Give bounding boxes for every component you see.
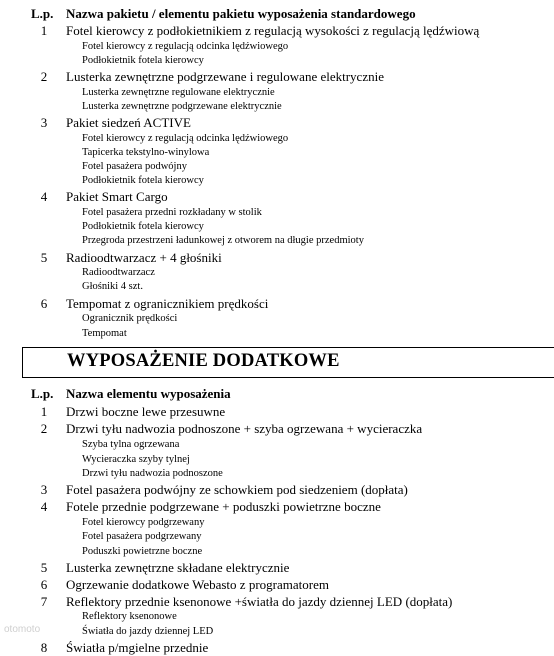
additional-item-2-sub-3: Drzwi tyłu nadwozia podnoszone [82, 468, 223, 479]
package-name-header: Nazwa pakietu / elementu pakietu wyposażenia standardowego [66, 6, 416, 21]
additional-item-2-sub-1: Szyba tylna ogrzewana [82, 439, 180, 450]
standard-item-4-sub-3: Przegroda przestrzeni ładunkowej z otworem na długie przedmioty [82, 235, 364, 246]
additional-item-4-sub-3: Poduszki powietrzne boczne [82, 546, 203, 557]
additional-item-2-sub-2: Wycieraczka szyby tylnej [82, 454, 190, 465]
section-title: WYPOSAŻENIE DODATKOWE [67, 351, 340, 371]
standard-item-5-sub-2: Głośniki 4 szt. [82, 281, 143, 292]
standard-item-1-sub-1: Fotel kierowcy z regulacją odcinka lędźwiowego [82, 41, 289, 52]
standard-item-3-sub-2: Tapicerka tekstylno-winylowa [82, 147, 210, 158]
document-page: L.p. Nazwa pakietu / elementu pakietu wyposażenia standardowego 1 Fotel kierowcy z podłokietnikiem z regulacją wysokości z regulacją lędźwiową Fotel kierowcy z regulacją odcinka lędźwiowego Podłokietnik fotela kierowcy 2 Lusterka zewnętrzne podgrzewane i regulowane elektrycznie Lusterka zewnętrzne regulowane elektrycznie Lusterka zewnętrzne podgrzewane elektrycznie 3 Pakiet siedzeń ACTIVE Fotel kierowcy z regulacją odcinka lędźwiowego Tapicerka tekstylno-winylowa Fotel pasażera podwójny Podłokietnik fotela kierowcy 4 Pakiet Smart Cargo Fotel pasażera przedni rozkładany w stolik Podłokietnik fotela kierowcy Przegroda przestrzeni ładunkowej z otworem na długie przedmioty 5 Radioodtwarzacz + 4 głośniki Radioodtwarzacz Głośniki 4 szt. 6 Tempomat z ogranicznikiem prędkości Ogranicznik prędkości Tempomat WYPOSAŻENIE DODATKOWE L.p. Nazwa elementu wyposażenia 1 Drzwi boczne lewe przesuwne 2 Drzwi tyłu nadwozia podnoszone + szyba ogrzewana + wycieraczka Szyba tylna ogrzewana Wycieraczka szyby tylnej Drzwi tyłu nadwozia podnoszone 3 Fotel pasażera podwójny ze schowkiem pod siedzeniem (dopłata) 4 Fotele przednie podgrzewane + poduszki powietrzne boczne Fotel kierowcy podgrzewany Fotel pasażera podgrzewany Poduszki powietrzne boczne 5 Lusterka zewnętrzne składane elektrycznie 6 Ogrzewanie dodatkowe Webasto z programatorem 7 Reflektory przednie ksenonowe +światła do jazdy dziennej LED (dopłata) Reflektory ksenonowe Światła do jazdy dziennej LED 8 Światła p/mgielne przednie otomoto [0, 0, 554, 654]
standard-item-5-sub-1: Radioodtwarzacz [82, 267, 155, 278]
additional-item-4-sub-1: Fotel kierowcy podgrzewany [82, 517, 205, 528]
standard-item-3-sub-4: Podłokietnik fotela kierowcy [82, 175, 204, 186]
standard-item-3-sub-3: Fotel pasażera podwójny [82, 161, 187, 172]
additional-item-7-sub-1: Reflektory ksenonowe [82, 611, 177, 622]
additional-item-4-sub-2: Fotel pasażera podgrzewany [82, 531, 202, 542]
standard-item-4-sub-1: Fotel pasażera przedni rozkładany w stolik [82, 207, 262, 218]
standard-item-1-sub-2: Podłokietnik fotela kierowcy [82, 55, 204, 66]
watermark: otomoto [4, 624, 41, 635]
lp-header: L.p. [31, 386, 54, 401]
standard-item-6-sub-2: Tempomat [82, 328, 127, 339]
standard-item-4-sub-2: Podłokietnik fotela kierowcy [82, 221, 204, 232]
lp-header: L.p. [31, 6, 54, 21]
additional-equipment-banner [22, 347, 554, 378]
standard-item-3-sub-1: Fotel kierowcy z regulacją odcinka lędźwiowego [82, 133, 289, 144]
element-name-header: Nazwa elementu wyposażenia [66, 386, 231, 401]
additional-item-7-sub-2: Światła do jazdy dziennej LED [82, 626, 214, 637]
standard-item-2-sub-2: Lusterka zewnętrzne podgrzewane elektrycznie [82, 101, 282, 112]
standard-item-6-sub-1: Ogranicznik prędkości [82, 313, 178, 324]
standard-item-2-sub-1: Lusterka zewnętrzne regulowane elektrycznie [82, 87, 275, 98]
